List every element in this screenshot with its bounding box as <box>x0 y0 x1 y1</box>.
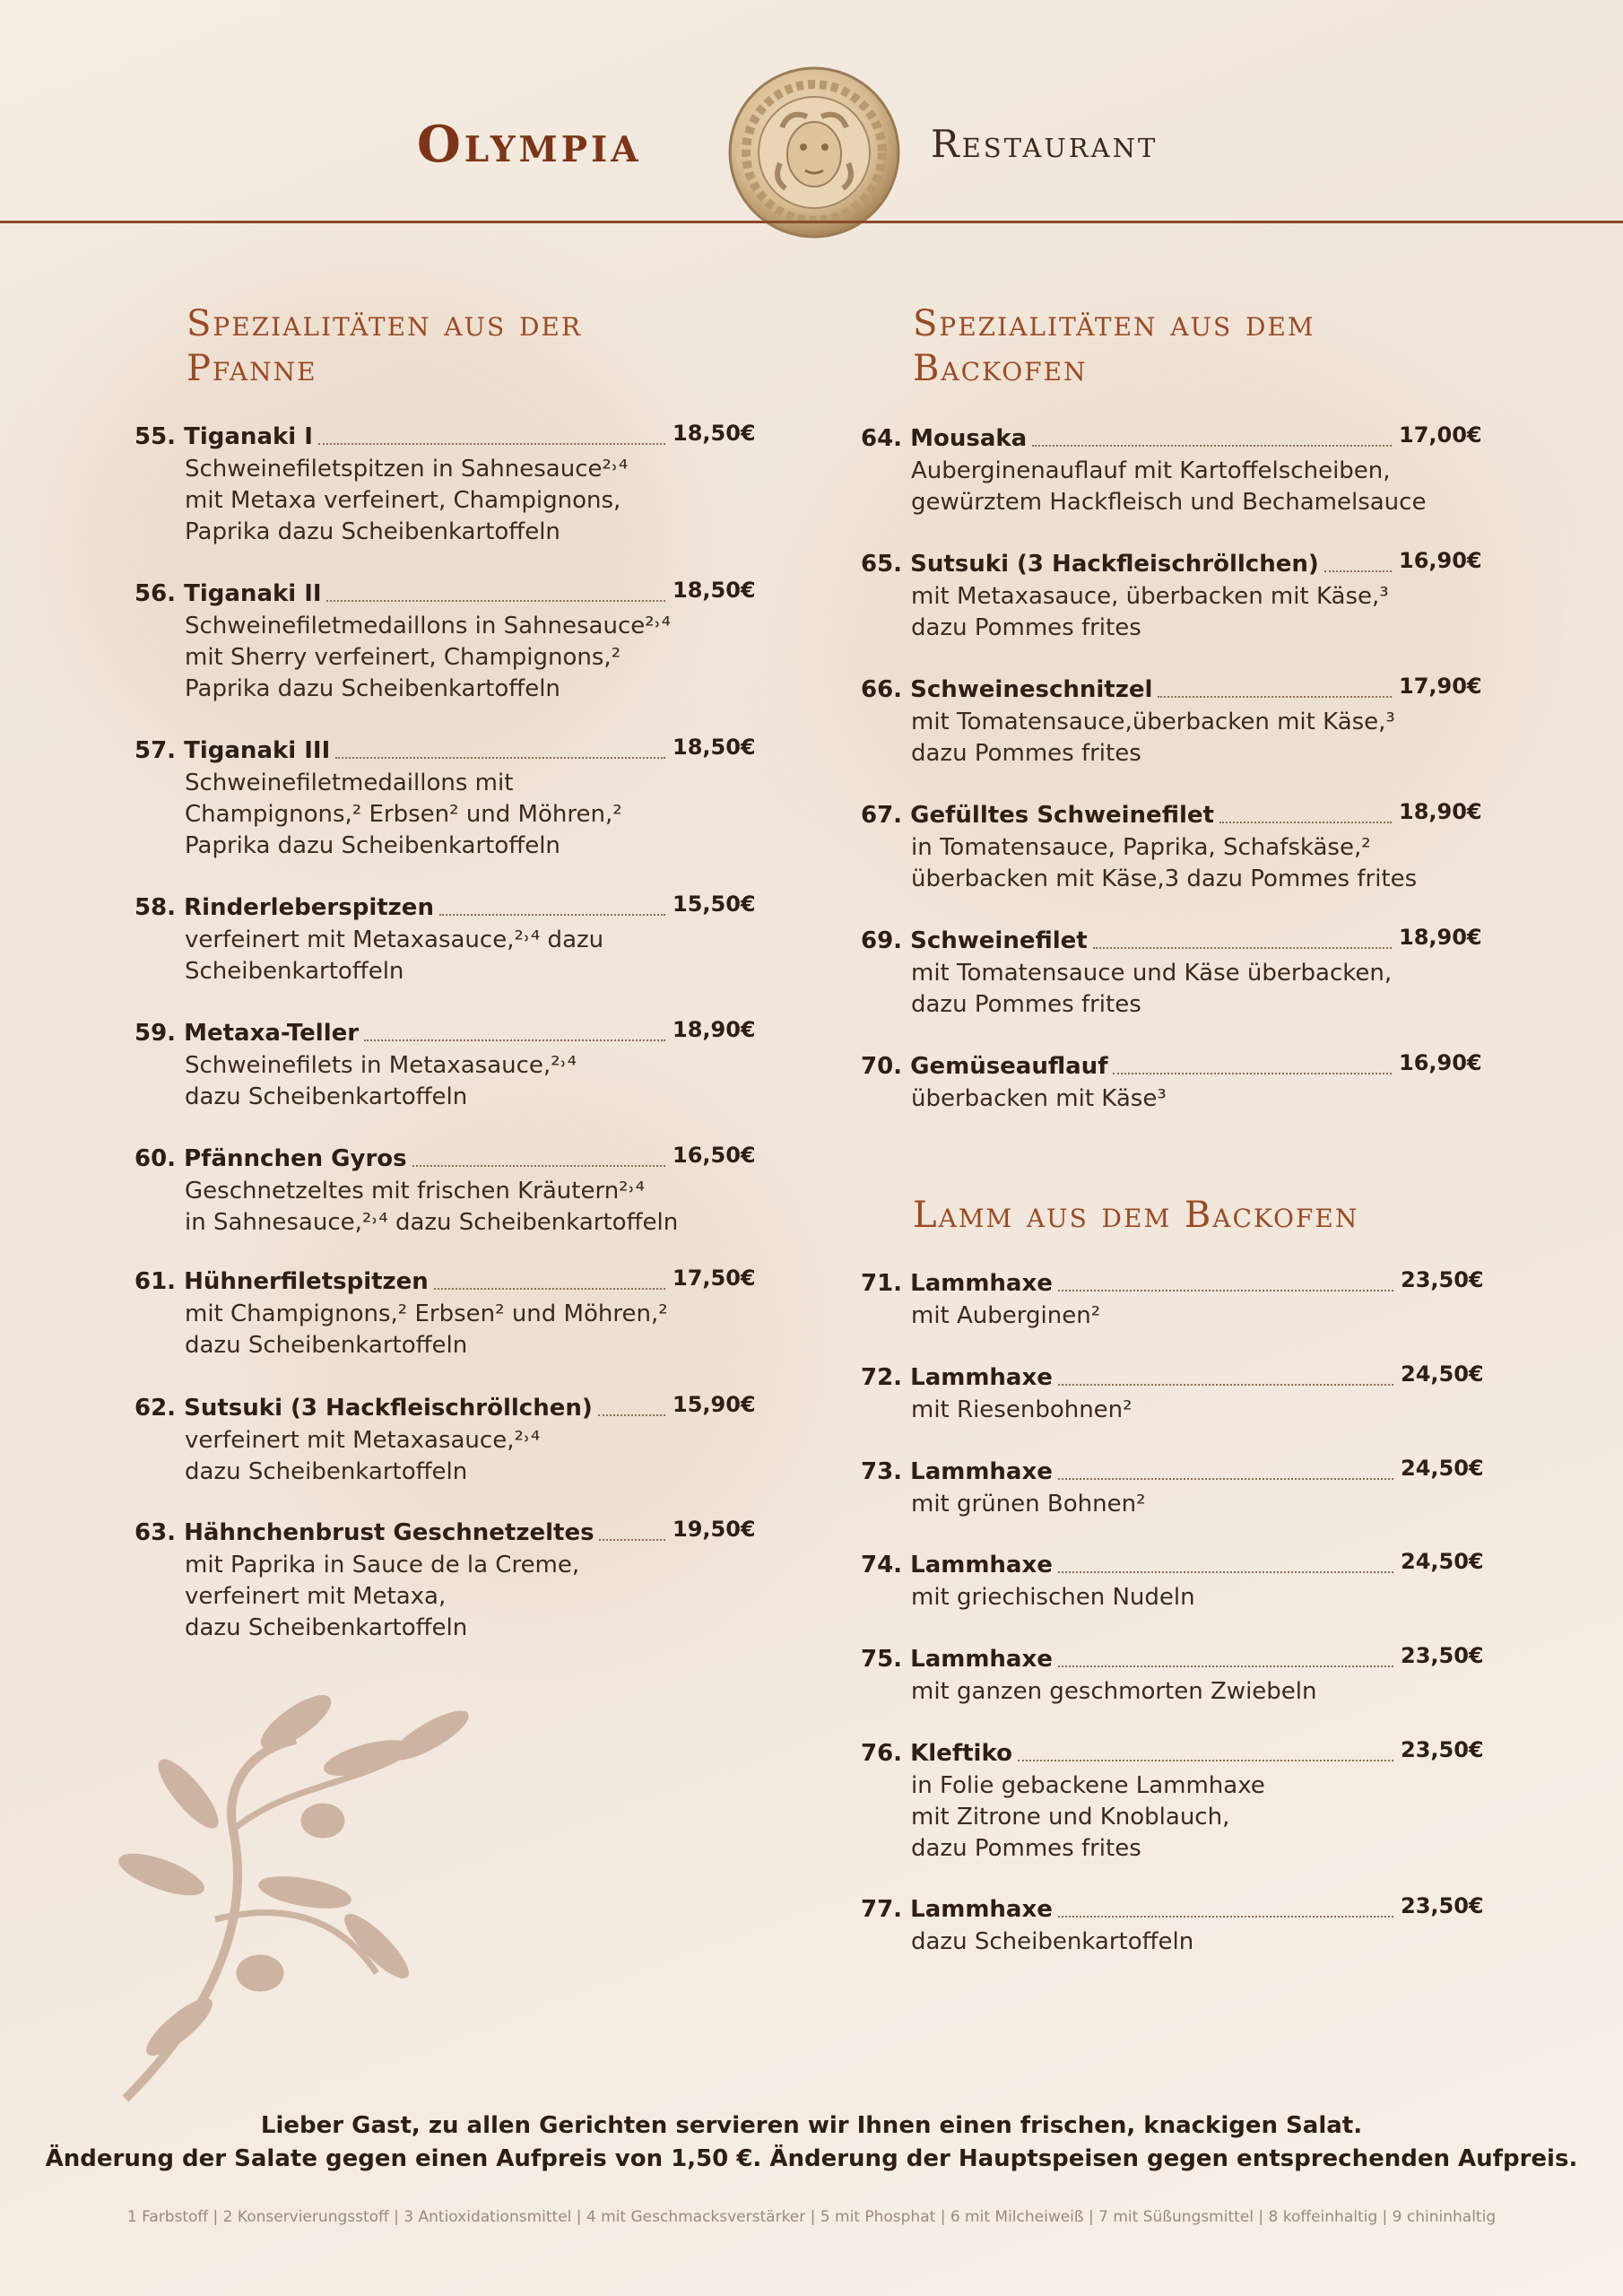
menu-item-price: 18,90€ <box>1399 799 1482 824</box>
description-line: mit Tomatensauce,überbacken mit Käse,³ <box>911 709 1395 735</box>
menu-item-header <box>135 735 771 766</box>
menu-item-name: Lammhaxe <box>910 1646 1053 1673</box>
menu-item-number: 76. <box>861 1740 903 1767</box>
description-line: dazu Pommes frites <box>911 991 1141 1018</box>
menu-item-number: 55. <box>135 423 177 450</box>
menu-item-price: 24,50€ <box>1401 1549 1484 1574</box>
menu-item-number: 72. <box>861 1364 903 1391</box>
footer-note: Änderung der Salate gegen einen Aufpreis von 1,50 €. Änderung der Hauptspeisen gegen entsprechenden Aufpreis. <box>45 2145 1578 2172</box>
menu-item-price: 24,50€ <box>1401 1456 1484 1481</box>
menu-item-number: 65. <box>861 551 903 578</box>
menu-item-price: 16,50€ <box>673 1143 756 1168</box>
menu-item-price: 23,50€ <box>1401 1737 1484 1762</box>
description-line: in Folie gebackene Lammhaxe <box>911 1772 1265 1799</box>
menu-item-description <box>861 1083 1497 1115</box>
menu-item-price: 23,50€ <box>1401 1643 1484 1668</box>
menu-item <box>861 1457 1499 1520</box>
menu-item <box>861 1051 1497 1115</box>
dot-leader <box>364 1039 665 1041</box>
menu-item-number: 69. <box>861 927 903 954</box>
description-line: verfeinert mit Metaxasauce,²˒⁴ <box>185 1427 541 1454</box>
menu-item-number: 57. <box>135 737 177 764</box>
menu-item-number: 61. <box>135 1268 177 1295</box>
menu-item <box>135 735 771 862</box>
menu-item-price: 23,50€ <box>1401 1267 1484 1292</box>
menu-item-price: 23,50€ <box>1401 1893 1484 1918</box>
description-line: überbacken mit Käse,3 dazu Pommes frites <box>911 865 1418 892</box>
menu-item-number: 66. <box>861 676 903 703</box>
menu-item <box>135 892 771 987</box>
menu-item-description <box>861 1489 1499 1520</box>
description-line: verfeinert mit Metaxa, <box>185 1583 447 1610</box>
dot-leader <box>1032 445 1392 447</box>
menu-item <box>861 1894 1499 1958</box>
menu-item-description <box>861 958 1497 1021</box>
menu-item-header <box>861 1644 1499 1674</box>
menu-item-price: 17,00€ <box>1399 422 1482 448</box>
additives-legend: 1 Farbstoff | 2 Konservierungsstoff | 3 Antioxidationsmittel | 4 mit Geschmacksverstärker | 5 mit Phosphat | 6 mit Milcheiweiß | 7 mit Süßungsmittel | 8 koffeinhaltig | 9 chininhaltig <box>126 2208 1497 2226</box>
menu-item-name: Hühnerfiletspitzen <box>184 1268 429 1295</box>
menu-item-header <box>861 1738 1499 1769</box>
menu-item-number: 62. <box>135 1395 177 1422</box>
menu-item-name: Sutsuki (3 Hackfleischröllchen) <box>910 551 1319 578</box>
menu-item <box>135 1266 771 1361</box>
menu-item-description <box>861 1926 1499 1958</box>
menu-item-name: Schweinefilet <box>910 927 1088 954</box>
menu-item-name: Lammhaxe <box>910 1896 1053 1923</box>
menu-item-price: 15,90€ <box>673 1392 756 1417</box>
menu-item-description <box>861 832 1497 895</box>
dot-leader <box>1158 696 1392 698</box>
menu-item <box>861 800 1497 895</box>
menu-item-number: 73. <box>861 1458 903 1485</box>
menu-item <box>861 1268 1499 1332</box>
menu-item-header <box>135 1018 771 1048</box>
section-title-line: Pfanne <box>187 348 317 389</box>
dot-leader <box>318 443 665 445</box>
menu-item-price: 16,90€ <box>1399 548 1482 573</box>
description-line: Schweinefilets in Metaxasauce,²˒⁴ <box>185 1052 577 1079</box>
menu-item-description <box>135 768 771 862</box>
menu-item-name: Gefülltes Schweinefilet <box>910 802 1214 829</box>
menu-item <box>135 1518 771 1644</box>
dot-leader <box>326 600 665 602</box>
menu-item-name: Tiganaki III <box>184 737 331 764</box>
description-line: gewürztem Hackfleisch und Bechamelsauce <box>911 489 1427 516</box>
menu-item-price: 18,50€ <box>673 735 756 760</box>
dot-leader <box>1058 1290 1393 1292</box>
menu-item-number: 75. <box>861 1646 903 1673</box>
dot-leader <box>1058 1478 1393 1480</box>
menu-item-header <box>135 1266 771 1297</box>
menu-item-description <box>861 1395 1499 1426</box>
menu-item <box>861 1550 1499 1613</box>
menu-item-header <box>861 1894 1499 1925</box>
dot-leader <box>599 1539 665 1541</box>
menu-item-header <box>861 926 1497 956</box>
menu-item <box>861 926 1497 1021</box>
menu-item-header <box>135 1393 771 1423</box>
section-title-backofen <box>913 301 1315 391</box>
menu-item-description <box>861 1300 1499 1332</box>
menu-item-number: 77. <box>861 1896 903 1923</box>
menu-item-price: 15,50€ <box>673 891 756 917</box>
menu-item-description <box>861 1582 1499 1613</box>
description-line: mit Paprika in Sauce de la Creme, <box>185 1552 580 1578</box>
dot-leader <box>1219 822 1392 823</box>
menu-item-price: 17,50€ <box>673 1265 756 1291</box>
description-line: verfeinert mit Metaxasauce,²˒⁴ dazu <box>185 926 604 953</box>
menu-item-name: Pfännchen Gyros <box>184 1145 407 1172</box>
section-title-line: Spezialitäten aus der <box>187 303 582 344</box>
menu-item-price: 18,50€ <box>673 578 756 603</box>
dot-leader <box>335 757 665 759</box>
menu-item-name: Tiganaki I <box>184 423 313 450</box>
menu-item <box>135 578 771 705</box>
menu-item-name: Lammhaxe <box>910 1458 1053 1485</box>
dot-leader <box>1113 1073 1392 1074</box>
dot-leader <box>1324 570 1392 572</box>
description-line: mit Tomatensauce und Käse überbacken, <box>911 960 1393 987</box>
medusa-medallion-icon <box>726 65 902 240</box>
dot-leader <box>1058 1916 1393 1918</box>
menu-item <box>135 422 771 548</box>
description-line: Paprika dazu Scheibenkartoffeln <box>185 675 560 702</box>
section-title-lamm: Lamm aus dem Backofen <box>913 1195 1359 1236</box>
menu-item-description <box>861 1676 1499 1708</box>
menu-item-header <box>861 549 1497 579</box>
footer-note: Lieber Gast, zu allen Gerichten servieren wir Ihnen einen frischen, knackigen Salat. <box>260 2112 1363 2139</box>
menu-item-description <box>135 1425 771 1488</box>
menu-item-name: Mousaka <box>910 425 1028 452</box>
description-line: in Tomatensauce, Paprika, Schafskäse,² <box>911 834 1371 861</box>
dot-leader <box>1018 1760 1393 1761</box>
menu-item-description <box>861 1770 1499 1865</box>
menu-item-number: 56. <box>135 580 177 607</box>
menu-item-name: Schweineschnitzel <box>910 676 1153 703</box>
header-divider <box>0 221 1623 223</box>
menu-item-number: 70. <box>861 1053 903 1080</box>
menu-item-number: 67. <box>861 802 903 829</box>
section-title-line: Spezialitäten aus dem <box>913 303 1315 344</box>
menu-item <box>861 1644 1499 1708</box>
menu-item <box>861 549 1497 644</box>
description-line: Schweinefiletmedaillons in Sahnesauce²˒⁴ <box>185 613 672 639</box>
dot-leader <box>1093 947 1392 949</box>
menu-item-number: 71. <box>861 1270 903 1297</box>
menu-item <box>861 1738 1499 1865</box>
olive-branch-icon <box>108 1650 664 2117</box>
menu-item-header <box>135 1518 771 1548</box>
description-line: mit ganzen geschmorten Zwiebeln <box>911 1678 1317 1705</box>
menu-item-description <box>135 925 771 987</box>
menu-item-description <box>135 611 771 705</box>
menu-item-description <box>135 1550 771 1644</box>
description-line: mit grünen Bohnen² <box>911 1491 1146 1518</box>
dot-leader <box>1058 1665 1393 1667</box>
menu-item-header <box>135 422 771 452</box>
menu-item <box>135 1393 771 1488</box>
menu-item-header <box>135 578 771 609</box>
description-line: mit Metaxasauce, überbacken mit Käse,³ <box>911 583 1389 610</box>
menu-item-number: 74. <box>861 1552 903 1578</box>
description-line: Champignons,² Erbsen² und Möhren,² <box>185 801 622 828</box>
menu-item-name: Lammhaxe <box>910 1364 1053 1391</box>
description-line: dazu Pommes frites <box>911 614 1141 641</box>
menu-item-number: 58. <box>135 894 177 921</box>
menu-item <box>861 1362 1499 1426</box>
description-line: überbacken mit Käse³ <box>911 1085 1167 1112</box>
menu-item-description <box>135 1050 771 1113</box>
dot-leader <box>1058 1571 1393 1573</box>
description-line: dazu Scheibenkartoffeln <box>185 1332 468 1359</box>
menu-item <box>135 1018 771 1113</box>
menu-item-description <box>861 707 1497 770</box>
menu-item-name: Lammhaxe <box>910 1552 1053 1578</box>
description-line: Scheibenkartoffeln <box>185 958 404 985</box>
description-line: Paprika dazu Scheibenkartoffeln <box>185 832 560 859</box>
menu-item-name: Rinderleberspitzen <box>184 894 434 921</box>
menu-item-name: Kleftiko <box>910 1740 1012 1767</box>
menu-item-description <box>135 1176 771 1239</box>
description-line: dazu Pommes frites <box>911 740 1141 767</box>
description-line: mit Champignons,² Erbsen² und Möhren,² <box>185 1300 668 1327</box>
description-line: Paprika dazu Scheibenkartoffeln <box>185 518 560 545</box>
menu-item-name: Metaxa-Teller <box>184 1020 360 1047</box>
description-line: Schweinefiletmedaillons mit <box>185 770 514 796</box>
menu-item-description <box>861 581 1497 644</box>
description-line: mit Metaxa verfeinert, Champignons, <box>185 487 621 514</box>
section-title-pfanne <box>187 301 582 391</box>
menu-item-number: 59. <box>135 1020 177 1047</box>
brand-subtitle: Restaurant <box>931 122 1159 166</box>
menu-item-price: 18,90€ <box>673 1017 756 1042</box>
description-line: dazu Pommes frites <box>911 1835 1141 1862</box>
description-line: mit griechischen Nudeln <box>911 1584 1195 1611</box>
menu-item-price: 16,90€ <box>1399 1050 1482 1075</box>
menu-item-number: 63. <box>135 1519 177 1546</box>
menu-item-header <box>135 892 771 923</box>
menu-item-header <box>861 1268 1499 1299</box>
menu-item-number: 64. <box>861 425 903 452</box>
dot-leader <box>412 1165 665 1167</box>
menu-item-name: Hähnchenbrust Geschnetzeltes <box>184 1519 595 1546</box>
menu-item-name: Tiganaki II <box>184 580 322 607</box>
menu-item-header <box>861 1457 1499 1487</box>
description-line: mit Zitrone und Knoblauch, <box>911 1804 1230 1831</box>
menu-item-header <box>861 423 1497 454</box>
dot-leader <box>598 1414 665 1416</box>
menu-item-name: Lammhaxe <box>910 1270 1053 1297</box>
menu-item-price: 18,90€ <box>1399 925 1482 950</box>
section-title-line: Backofen <box>913 348 1088 389</box>
menu-item <box>861 423 1497 518</box>
description-line: dazu Scheibenkartoffeln <box>185 1458 468 1485</box>
menu-item-description <box>135 454 771 548</box>
dot-leader <box>1058 1384 1393 1386</box>
description-line: dazu Scheibenkartoffeln <box>911 1928 1194 1955</box>
menu-item-header <box>135 1144 771 1174</box>
description-line: Auberginenauflauf mit Kartoffelscheiben, <box>911 457 1391 484</box>
description-line: dazu Scheibenkartoffeln <box>185 1614 468 1641</box>
description-line: dazu Scheibenkartoffeln <box>185 1083 468 1110</box>
menu-item-name: Gemüseauflauf <box>910 1053 1108 1080</box>
description-line: Schweinefiletspitzen in Sahnesauce²˒⁴ <box>185 456 629 483</box>
brand-name: Olympia <box>417 115 642 174</box>
menu-item-header <box>861 1051 1497 1082</box>
menu-item-header <box>861 674 1497 705</box>
menu-item-header <box>861 800 1497 831</box>
dot-leader <box>439 914 665 916</box>
menu-item-price: 24,50€ <box>1401 1361 1484 1387</box>
description-line: Geschnetzeltes mit frischen Kräutern²˒⁴ <box>185 1178 646 1205</box>
description-line: mit Sherry verfeinert, Champignons,² <box>185 644 621 671</box>
menu-item-number: 60. <box>135 1145 177 1172</box>
menu-item-description <box>861 456 1497 518</box>
menu-item-price: 17,90€ <box>1399 674 1482 699</box>
dot-leader <box>434 1288 665 1290</box>
menu-item-name: Sutsuki (3 Hackfleischröllchen) <box>184 1395 593 1422</box>
menu-item-price: 19,50€ <box>673 1517 756 1542</box>
menu-item <box>861 674 1497 770</box>
menu-item-header <box>861 1362 1499 1393</box>
menu-item <box>135 1144 771 1239</box>
menu-item-price: 18,50€ <box>673 421 756 446</box>
menu-item-description <box>135 1299 771 1361</box>
description-line: in Sahnesauce,²˒⁴ dazu Scheibenkartoffeln <box>185 1209 679 1236</box>
menu-item-header <box>861 1550 1499 1580</box>
description-line: mit Auberginen² <box>911 1302 1101 1329</box>
description-line: mit Riesenbohnen² <box>911 1396 1133 1423</box>
